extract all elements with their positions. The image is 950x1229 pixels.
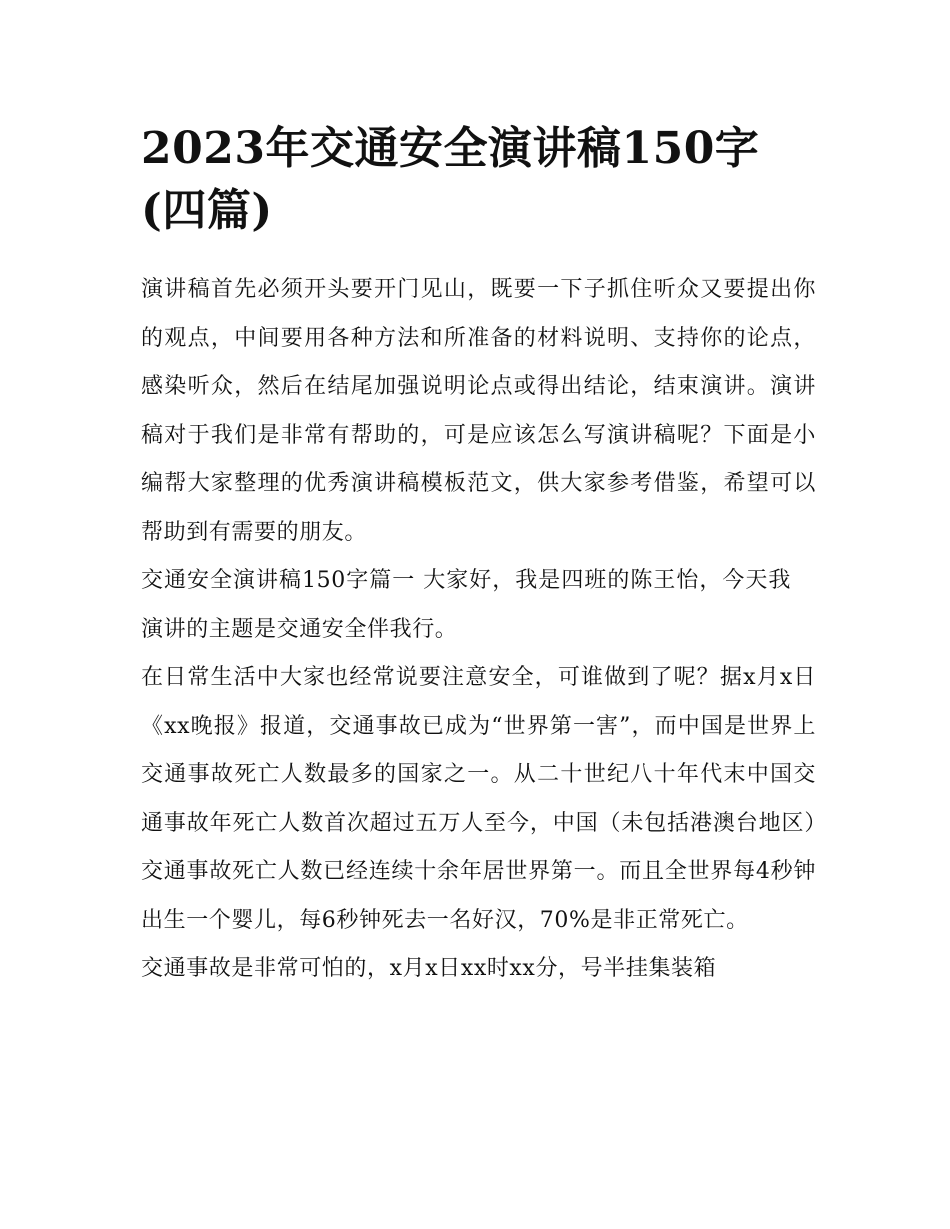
traffic-statistics-paragraph: 在日常生活中大家也经常说要注意安全，可谁做到了呢？据x月x日《xx晚报》报道，交通事故已成为“世界第一害”，而中国是世界上交通事故死亡人数最多的国家之一。从二十世纪八十年代末中国交通事故年死亡人数首次超过五万人至今，中国（未包括港澳台地区）交通事故死亡人数已经连续十余年居世界第一。而且全世界每4秒钟出生一个婴儿，每6秒钟死去一名好汉，70%是非正常死亡。 <box>141 665 816 933</box>
speech-opening-paragraph: 交通安全演讲稿150字篇一 大家好，我是四班的陈王怡，今天我演讲的主题是交通安全伴我行。 <box>141 568 791 642</box>
accident-paragraph: 交通事故是非常可怕的，x月x日xx时xx分，号半挂集装箱 <box>141 956 717 981</box>
document-page <box>141 118 816 994</box>
intro-paragraph: 演讲稿首先必须开头要开门见山，既要一下子抓住听众又要提出你的观点，中间要用各种方法和所准备的材料说明、支持你的论点，感染听众，然后在结尾加强说明论点或得出结论，结束演讲。演讲稿对于我们是非常有帮助的，可是应该怎么写演讲稿呢？下面是小编帮大家整理的优秀演讲稿模板范文，供大家参考借鉴，希望可以帮助到有需要的朋友。 <box>141 277 816 545</box>
document-title: 2023年交通安全演讲稿150字(四篇) <box>141 123 760 236</box>
